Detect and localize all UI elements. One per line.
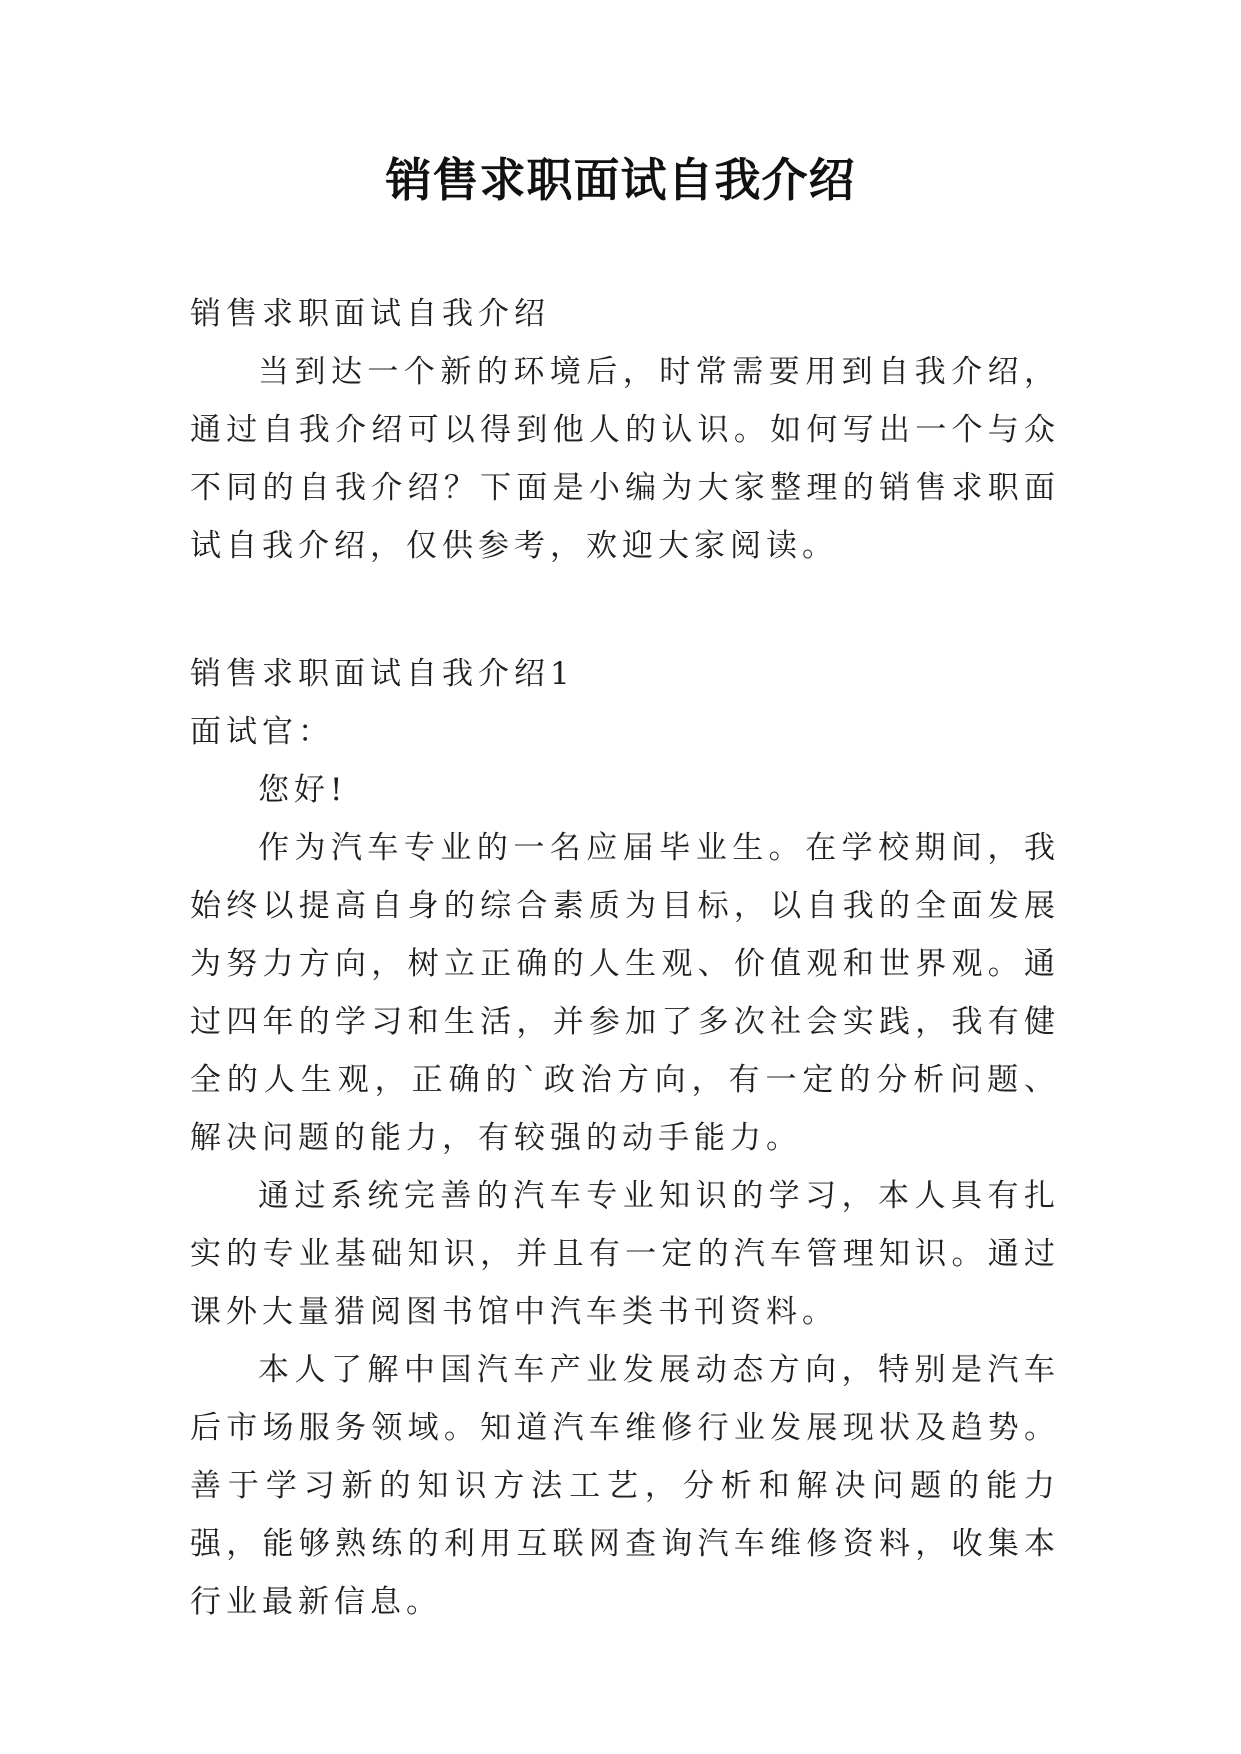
body-paragraph: 作为汽车专业的一名应届毕业生。在学校期间，我始终以提高自身的综合素质为目标，以自我的全面发展为努力方向，树立正确的人生观、价值观和世界观。通过四年的学习和生活，并参加了多次社会实践，我有健全的人生观，正确的`政治方向，有一定的分析问题、解决问题的能力，有较强的动手能力。: [190, 830, 1060, 1156]
salutation-line: 面试官：: [190, 714, 334, 750]
greeting-line: 您好!: [258, 772, 348, 808]
body-paragraph: 通过系统完善的汽车专业知识的学习，本人具有扎实的专业基础知识，并且有一定的汽车管理知识。通过课外大量猎阅图书馆中汽车类书刊资料。: [190, 1178, 1060, 1330]
document-body: [190, 285, 1060, 1631]
section-heading: 销售求职面试自我介绍1: [190, 656, 575, 692]
body-paragraph: 本人了解中国汽车产业发展动态方向，特别是汽车后市场服务领域。知道汽车维修行业发展现状及趋势。善于学习新的知识方法工艺，分析和解决问题的能力强，能够熟练的利用互联网查询汽车维修资料，收集本行业最新信息。: [190, 1352, 1060, 1620]
page-title: 销售求职面试自我介绍: [385, 153, 856, 207]
intro-paragraph: 当到达一个新的环境后，时常需要用到自我介绍，通过自我介绍可以得到他人的认识。如何写出一个与众不同的自我介绍？下面是小编为大家整理的销售求职面试自我介绍，仅供参考，欢迎大家阅读。: [190, 354, 1060, 564]
subtitle-paragraph: 销售求职面试自我介绍: [190, 296, 550, 332]
